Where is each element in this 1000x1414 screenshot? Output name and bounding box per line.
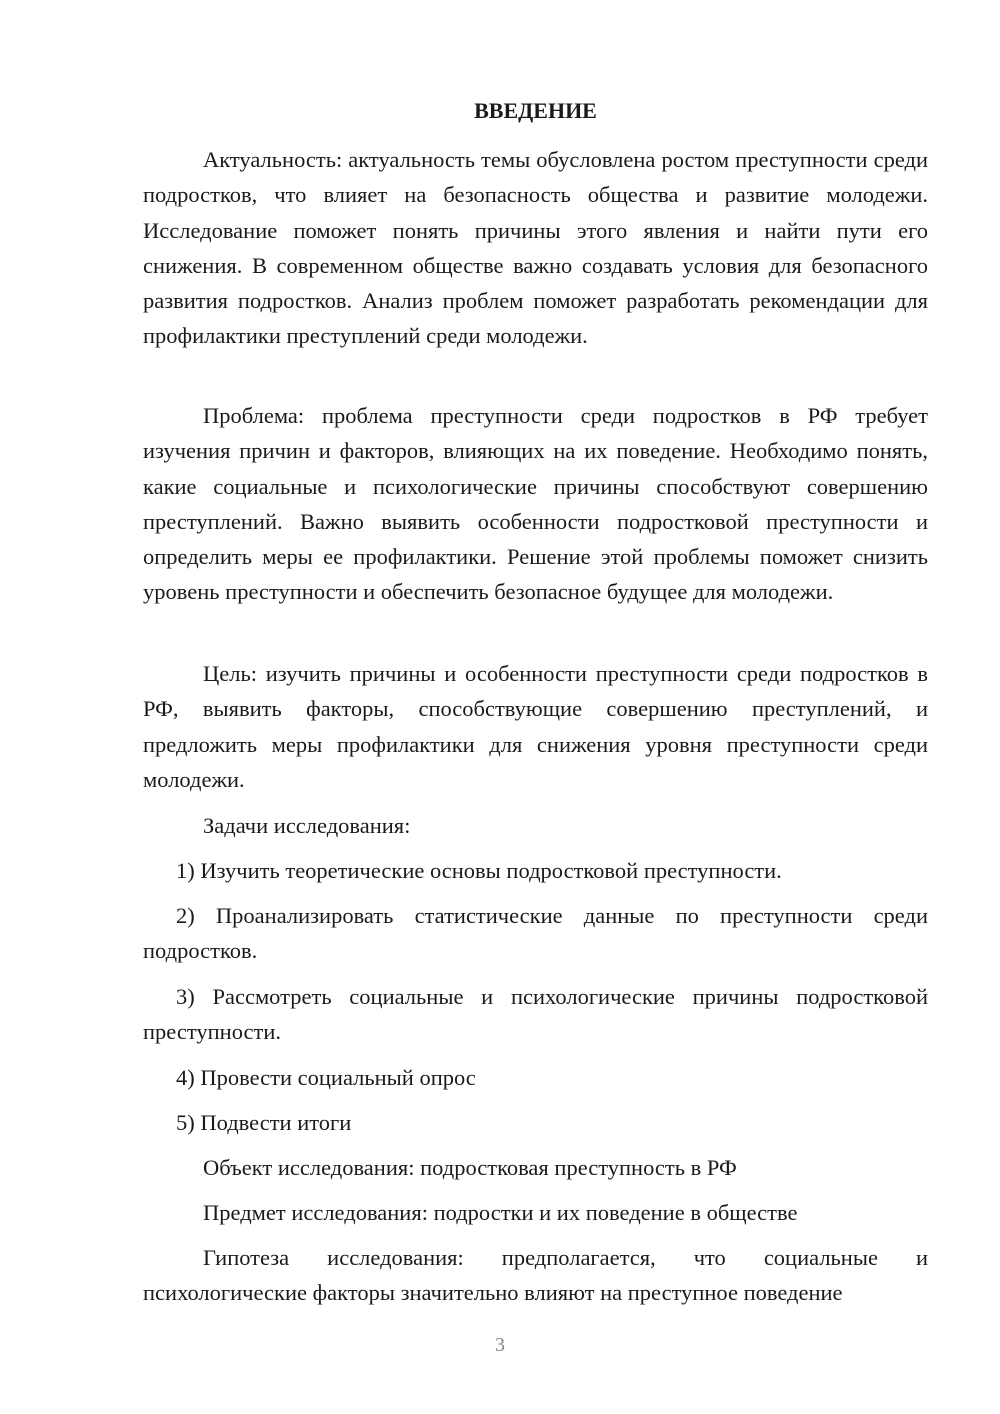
task-item-5: 5) Подвести итоги [176, 1110, 352, 1135]
task-item-1: 1) Изучить теоретические основы подростковой преступности. [176, 858, 782, 883]
page-title: ВВЕДЕНИЕ [474, 98, 597, 123]
paragraph-hypothesis: Гипотеза исследования: предполагается, что социальные и психологические факторы значительно влияют на преступное поведение [143, 1245, 928, 1306]
paragraph-relevance: Актуальность: актуальность темы обусловлена ростом преступности среди подростков, что влияет на безопасность общества и развитие молодежи. Исследование поможет понять причины этого явления и найти пути его снижения. В современном обществе важно создавать условия для безопасного развития подростков. Анализ проблем поможет разработать рекомендации для профилактики преступлений среди молодежи. [143, 147, 928, 349]
paragraph-goal: Цель: изучить причины и особенности преступности среди подростков в РФ, выявить факторы, способствующие совершению преступлений, и предложить меры профилактики для снижения уровня преступности среди молодежи. [143, 661, 928, 792]
task-item-4: 4) Провести социальный опрос [176, 1065, 476, 1090]
paragraph-tasks-heading: Задачи исследования: [203, 813, 411, 838]
paragraph-subject: Предмет исследования: подростки и их поведение в обществе [203, 1200, 798, 1225]
paragraph-object: Объект исследования: подростковая преступность в РФ [203, 1155, 737, 1180]
page-number: 3 [495, 1334, 505, 1356]
task-item-2: 2) Проанализировать статистические данные по преступности среди подростков. [143, 903, 928, 964]
task-item-3: 3) Рассмотреть социальные и психологические причины подростковой преступности. [143, 984, 928, 1045]
paragraph-problem: Проблема: проблема преступности среди подростков в РФ требует изучения причин и факторов, влияющих на их поведение. Необходимо понять, какие социальные и психологические причины способствуют совершению преступлений. Важно выявить особенности подростковой преступности и определить меры ее профилактики. Решение этой проблемы поможет снизить уровень преступности и обеспечить безопасное будущее для молодежи. [143, 403, 928, 605]
